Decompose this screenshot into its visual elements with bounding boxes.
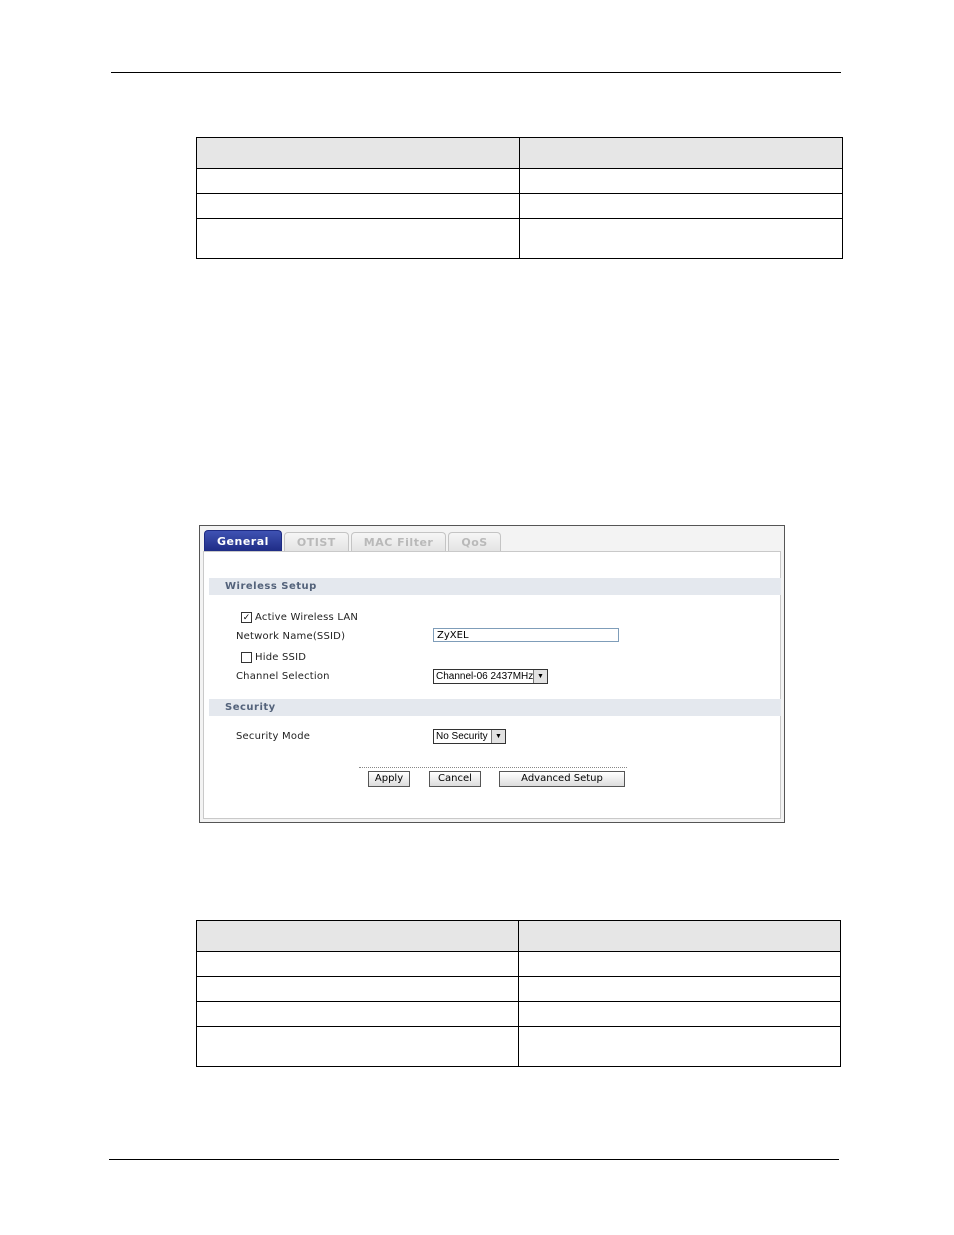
active-wireless-lan-checkbox[interactable]: ✓ [242,612,251,622]
table-cell [520,194,843,219]
table-cell [197,1002,519,1027]
chevron-down-icon[interactable]: ▼ [533,670,547,683]
table-cell [197,169,520,194]
table-cell [197,977,519,1002]
table-row [197,1027,841,1067]
table-row [197,169,843,194]
ssid-input[interactable]: ZyXEL [433,628,619,642]
table-header-row [197,921,841,952]
hide-ssid-checkbox[interactable] [241,652,252,663]
security-mode-label: Security Mode [236,731,311,742]
cancel-button[interactable]: Cancel [429,771,481,787]
tab-general[interactable]: General [204,530,282,552]
table-cell [520,219,843,259]
table-cell [519,952,841,977]
table-cell [520,169,843,194]
table-cell [519,1027,841,1067]
general-panel [203,551,781,819]
table-header-cell [197,138,520,169]
button-divider [359,767,627,768]
table-cell [197,952,519,977]
ssid-label: Network Name(SSID) [236,631,346,642]
channel-select[interactable] [433,669,548,684]
table-row [197,977,841,1002]
table-cell [197,194,520,219]
table-header-row [197,138,843,169]
header-rule [111,72,841,73]
table-bottom [196,920,841,1067]
advanced-setup-button[interactable]: Advanced Setup [499,771,625,787]
hide-ssid-label: Hide SSID [255,652,307,663]
tab-otist[interactable]: OTIST [284,532,349,552]
chevron-down-icon[interactable]: ▼ [491,730,505,743]
security-mode-select[interactable] [433,729,506,744]
table-cell [197,1027,519,1067]
table-row [197,219,843,259]
channel-selection-label: Channel Selection [236,671,330,682]
table-row [197,952,841,977]
active-wireless-lan-label: Active Wireless LAN [255,612,359,623]
tab-qos[interactable]: QoS [448,532,500,552]
channel-select-value: Channel-06 2437MHz [436,671,534,682]
table-header-cell [520,138,843,169]
tab-bar [204,530,503,551]
security-header: Security [209,699,781,716]
table-cell [197,219,520,259]
tab-mac-filter[interactable]: MAC Filter [351,532,447,552]
table-top [196,137,843,259]
wireless-setup-header: Wireless Setup [209,578,781,595]
table-cell [519,1002,841,1027]
wireless-general-screen [199,525,785,823]
table-row [197,1002,841,1027]
security-mode-value: No Security [436,731,488,742]
table-header-cell [197,921,519,952]
footer-rule [109,1159,839,1160]
apply-button[interactable]: Apply [368,771,410,787]
table-header-cell [519,921,841,952]
table-cell [519,977,841,1002]
table-row [197,194,843,219]
